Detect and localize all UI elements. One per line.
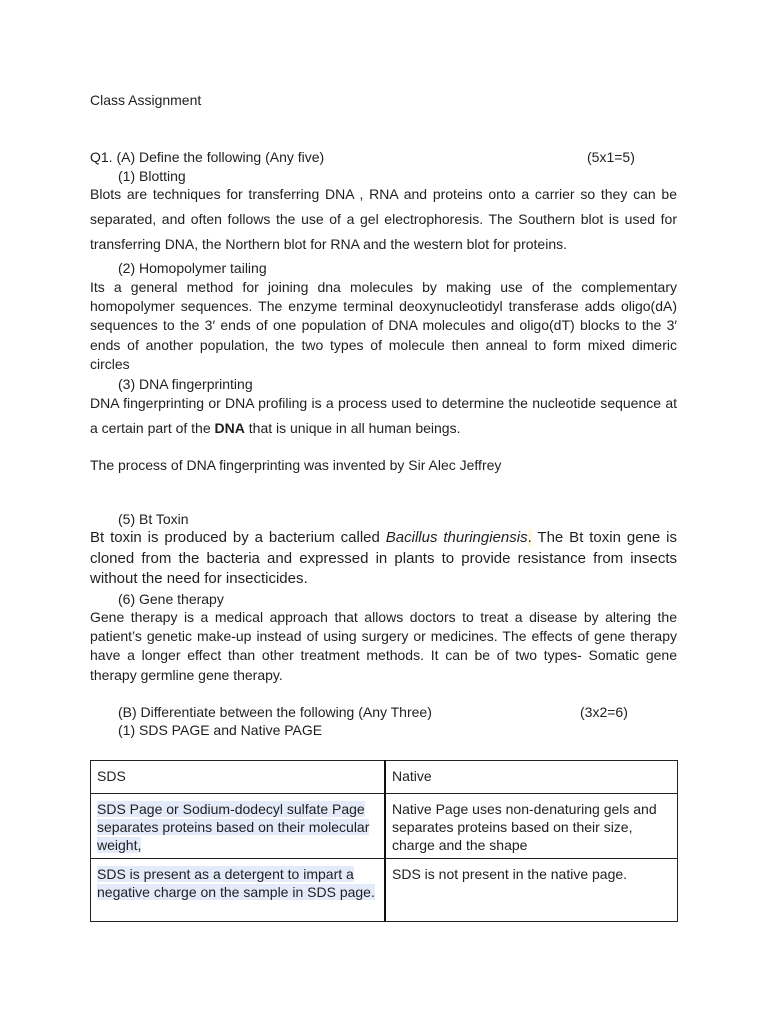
q1b-marks: (3x2=6) — [580, 704, 628, 720]
bt-toxin-species-name: Bacillus thuringiensis — [385, 529, 528, 546]
blotting-definition: Blots are techniques for transferring DNA , RNA and proteins onto a carrier so they can be separated, and often follows the use of a gel electrophoresis. The Southern blot is used for transferring DNA, the Northern blot for RNA and the western blot for proteins. — [90, 186, 677, 252]
item-label-dna-fingerprinting: (3) DNA fingerprinting — [118, 376, 253, 392]
table-row — [91, 794, 678, 859]
dna-fingerprinting-inventor: The process of DNA fingerprinting was invented by Sir Alec Jeffrey — [90, 457, 502, 473]
bt-toxin-text-after: The Bt toxin gene is cloned from the bacteria and expressed in plants to provide resistance from insects without the need for insecticides. — [90, 529, 677, 588]
dna-fingerprinting-definition — [90, 391, 677, 441]
table-cell — [91, 794, 386, 859]
table-header-native: Native — [385, 761, 678, 794]
table-header-row — [91, 761, 678, 794]
table-cell: Native Page uses non-denaturing gels and separates proteins based on their size, charge and the shape — [385, 794, 678, 859]
dna-fingerprinting-bold-term: DNA — [214, 420, 245, 436]
cell-text-highlighted: SDS is present as a detergent to impart a negative charge on the sample in SDS page. — [97, 866, 375, 900]
q1b-heading: (B) Differentiate between the following (Any Three) — [118, 704, 432, 720]
document-title: Class Assignment — [90, 92, 202, 108]
bt-toxin-period: . — [527, 529, 532, 546]
cell-text-highlighted: SDS Page or Sodium-dodecyl sulfate Page separates proteins based on their molecular weight, — [97, 801, 370, 853]
item-label-bt-toxin: (5) Bt Toxin — [118, 511, 189, 527]
bt-toxin-definition — [90, 528, 677, 590]
table-cell: SDS is not present in the native page. — [385, 859, 678, 922]
item-label-blotting: (1) Blotting — [118, 168, 186, 184]
bt-toxin-text-before: Bt toxin is produced by a bacterium called — [90, 529, 386, 546]
q1b-subheading: (1) SDS PAGE and Native PAGE — [118, 722, 323, 738]
item-label-gene-therapy: (6) Gene therapy — [118, 591, 224, 607]
dna-fingerprinting-text-before: DNA fingerprinting or DNA profiling is a process used to determine the nucleotide sequence at a certain part of the — [90, 395, 677, 436]
q1-marks: (5x1=5) — [587, 149, 635, 165]
dna-fingerprinting-text-after: that is unique in all human beings. — [244, 420, 461, 436]
gene-therapy-definition: Gene therapy is a medical approach that allows doctors to treat a disease by altering the patient’s genetic make-up instead of using surgery or medicines. The effects of gene therapy have a longer effect than other treatment methods. It can be of two types- Somatic gene therapy germline gene therapy. — [90, 609, 677, 683]
table-header-sds: SDS — [91, 761, 386, 794]
table-cell — [91, 859, 386, 922]
q1-heading: Q1. (A) Define the following (Any five) — [90, 149, 325, 165]
item-label-homopolymer-tailing: (2) Homopolymer tailing — [118, 260, 267, 276]
table-row — [91, 859, 678, 922]
homopolymer-tailing-definition: Its a general method for joining dna molecules by making use of the complementary homopolymer sequences. The enzyme terminal deoxynucleotidyl transferase adds oligo(dA) sequences to the 3′ ends of one population of DNA molecules and oligo(dT) blocks to the 3′ ends of another population, the two types of molecule then anneal to form mixed dimeric circles — [90, 279, 677, 372]
comparison-table — [90, 760, 678, 922]
